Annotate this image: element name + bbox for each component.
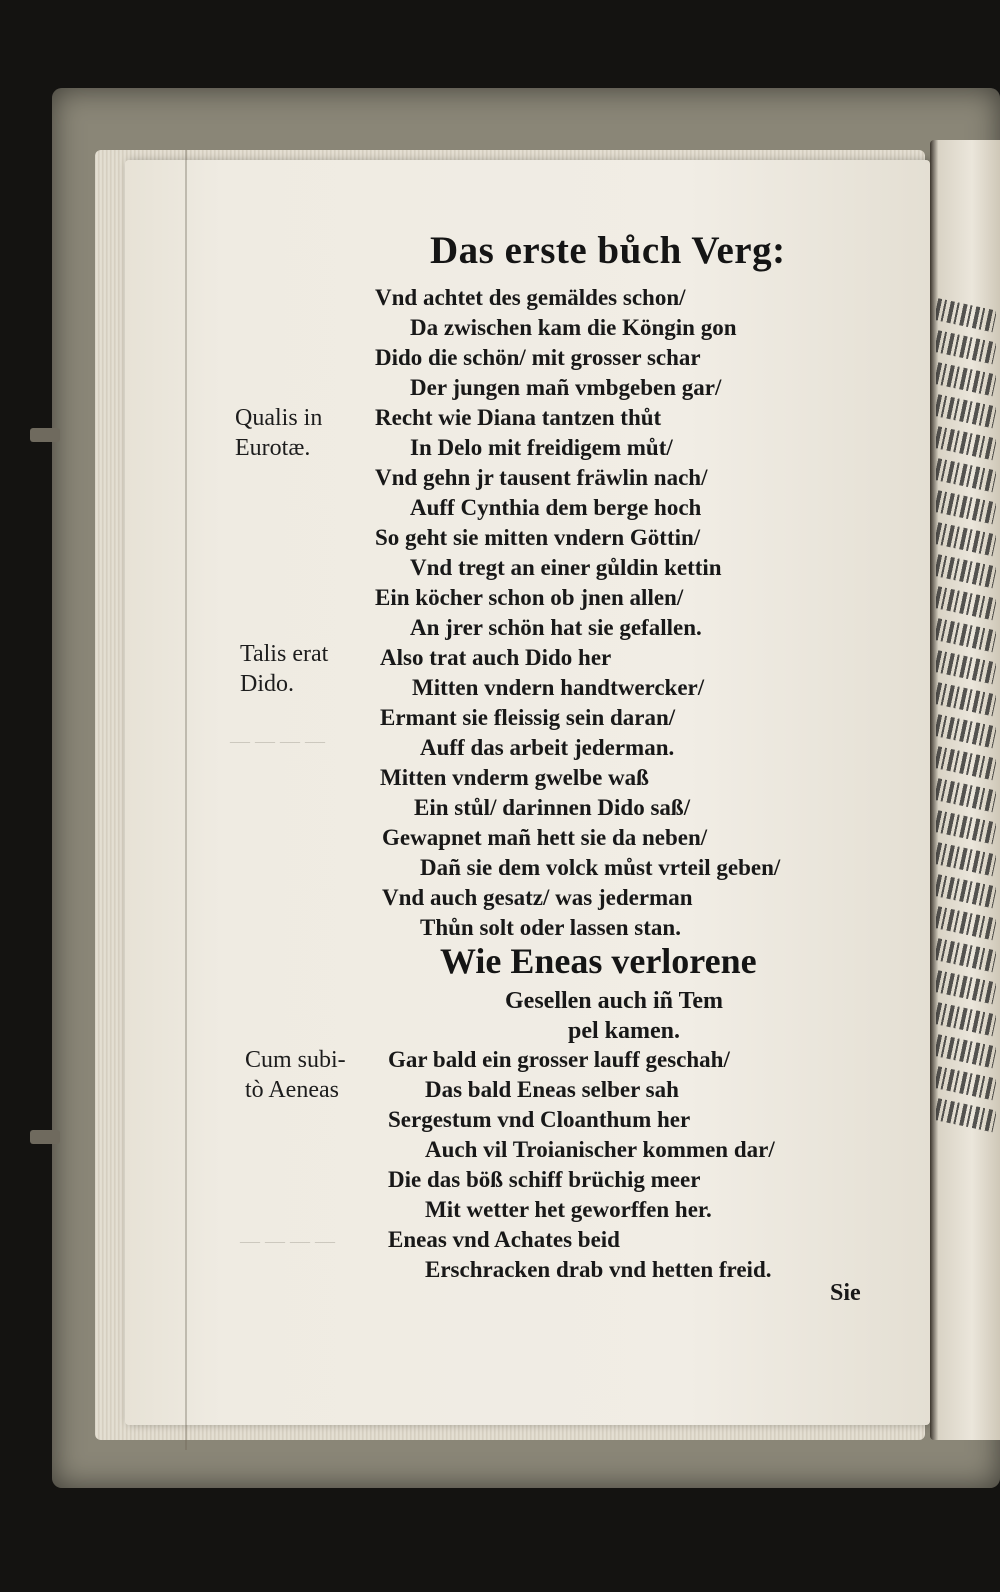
margin-note: Dido. <box>240 671 294 697</box>
section-line: Auch vil Troianischer kommen dar/ <box>425 1137 775 1162</box>
verse-line: Vnd gehn jr tausent fräwlin nach/ <box>375 465 708 490</box>
margin-note: tò Aeneas <box>245 1077 339 1103</box>
verse-line: Dañ sie dem volck můst vrteil geben/ <box>420 855 781 880</box>
section-line: Die das böß schiff brüchig meer <box>388 1167 701 1192</box>
show-through-text: — — — — <box>230 730 325 752</box>
verse-line: Der jungen mañ vmbgeben gar/ <box>410 375 722 400</box>
verse-line: An jrer schön hat sie gefallen. <box>410 615 702 640</box>
verse-line: Da zwischen kam die Köngin gon <box>410 315 737 340</box>
clasp-bottom <box>30 1130 60 1144</box>
section-subtitle: Gesellen auch iñ Tem <box>505 988 724 1014</box>
show-through-text: — — — — <box>240 1230 335 1252</box>
section-line: Das bald Eneas selber sah <box>425 1077 679 1102</box>
catchword: Sie <box>830 1280 861 1306</box>
section-title: Wie Eneas verlorene <box>440 941 757 981</box>
verse-line: Mitten vndern handtwercker/ <box>412 675 705 700</box>
verse-line: Thůn solt oder lassen stan. <box>420 915 681 940</box>
margin-note: Eurotæ. <box>235 435 311 461</box>
page-heading: Das erste bůch Verg: <box>430 229 786 272</box>
verse-line: So geht sie mitten vndern Göttin/ <box>375 525 701 550</box>
verse-line: Mitten vnderm gwelbe waß <box>380 765 649 790</box>
verse-line: Vnd auch gesatz/ was jederman <box>382 885 693 910</box>
section-line: Sergestum vnd Cloanthum her <box>388 1107 691 1132</box>
clasp-top <box>30 428 60 442</box>
section-line: Eneas vnd Achates beid <box>388 1227 620 1252</box>
verse-line: Ermant sie fleissig sein daran/ <box>380 705 676 730</box>
verse-line: Gewapnet mañ hett sie da neben/ <box>382 825 708 850</box>
verse-line: Also trat auch Dido her <box>380 645 612 670</box>
section-line: Erschracken drab vnd hetten freid. <box>425 1257 772 1282</box>
verse-line: Recht wie Diana tantzen thůt <box>375 405 662 430</box>
margin-note: Qualis in <box>235 405 323 431</box>
section-subtitle: pel kamen. <box>568 1018 681 1044</box>
verse-line: Ein köcher schon ob jnen allen/ <box>375 585 684 610</box>
verse-line: In Delo mit freidigem můt/ <box>410 435 673 460</box>
verse-line: Dido die schön/ mit grosser schar <box>375 345 701 370</box>
facing-page <box>930 140 1000 1440</box>
page-fold-line <box>185 150 187 1450</box>
section-line: Mit wetter het geworffen her. <box>425 1197 712 1222</box>
verse-line: Ein stůl/ darinnen Dido saß/ <box>414 795 691 820</box>
verse-line: Vnd achtet des gemäldes schon/ <box>375 285 686 310</box>
margin-note: Talis erat <box>240 641 329 667</box>
margin-note: Cum subi- <box>245 1047 346 1073</box>
section-line: Gar bald ein grosser lauff geschah/ <box>388 1047 730 1072</box>
verse-line: Auff das arbeit jederman. <box>420 735 675 760</box>
verse-line: Auff Cynthia dem berge hoch <box>410 495 702 520</box>
verse-line: Vnd tregt an einer gůldin kettin <box>410 555 722 580</box>
